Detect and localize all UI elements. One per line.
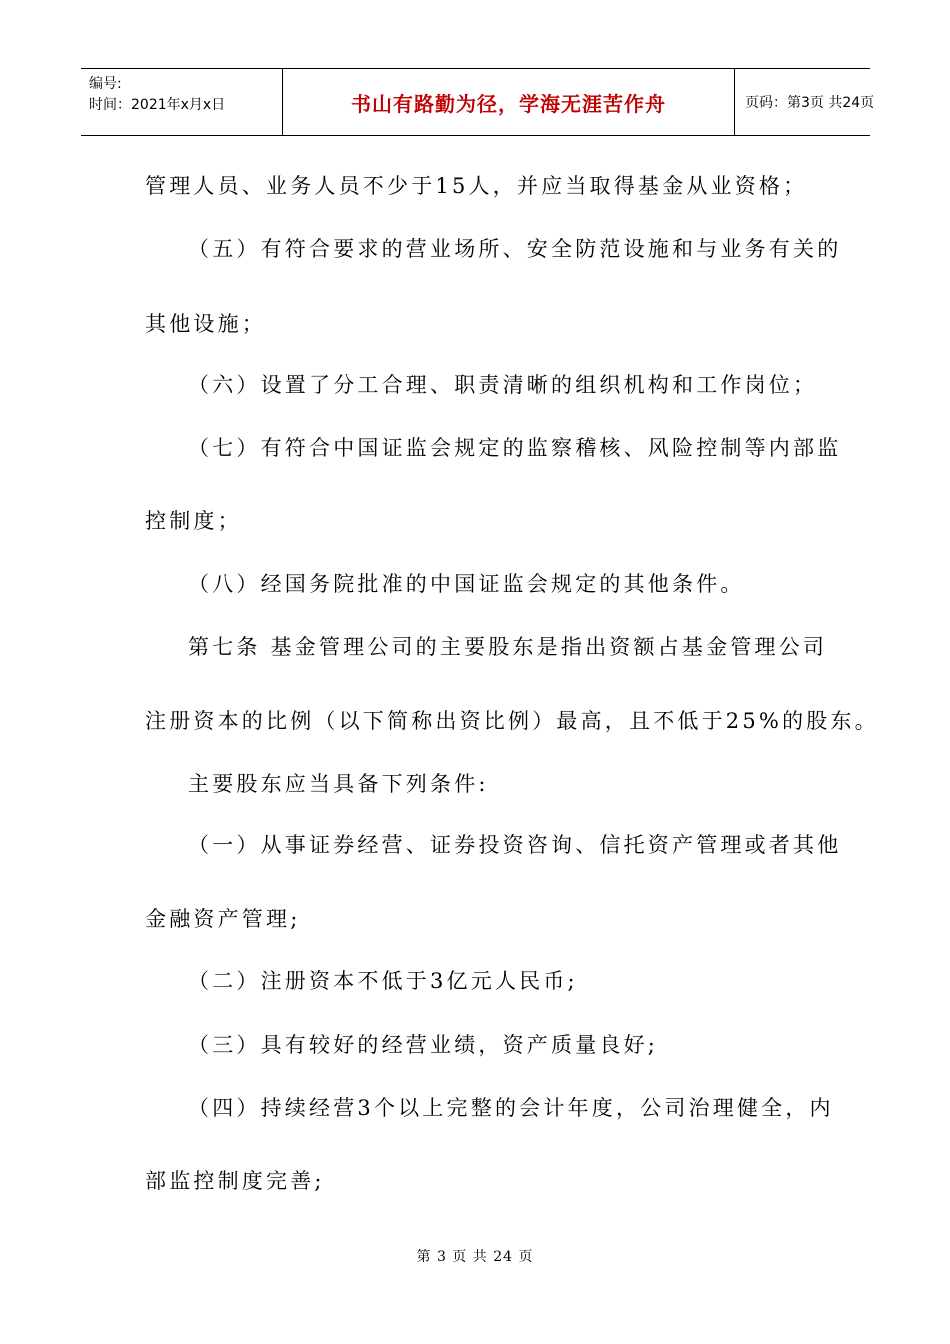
header-info-cell <box>81 69 282 135</box>
document-number-label: 编号: <box>89 76 122 92</box>
body-line: 其他设施； <box>145 312 266 336</box>
body-line: （三）具有较好的经营业绩，资产质量良好; <box>188 1033 659 1057</box>
body-line: （八）经国务院批准的中国证监会规定的其他条件。 <box>188 572 745 596</box>
header-motto: 书山有路勤为径，学海无涯苦作舟 <box>351 91 666 116</box>
document-header <box>81 68 875 136</box>
page-footer: 第 3 页 共 24 页 <box>416 1249 534 1265</box>
body-line: （二）注册资本不低于3亿元人民币; <box>188 969 578 993</box>
body-line: （四）持续经营3个以上完整的会计年度，公司治理健全，内 <box>188 1096 834 1120</box>
body-line: （一）从事证券经营、证券投资咨询、信托资产管理或者其他 <box>188 833 842 857</box>
header-motto-cell <box>282 69 735 135</box>
header-page-cell <box>735 69 875 135</box>
body-line: 主要股东应当具备下列条件: <box>188 772 489 796</box>
body-line: 注册资本的比例（以下简称出资比例）最高，且不低于25%的股东。 <box>145 709 879 733</box>
body-line: （六）设置了分工合理、职责清晰的组织机构和工作岗位； <box>188 373 818 397</box>
body-line: 管理人员、业务人员不少于15人，并应当取得基金从业资格； <box>145 174 808 198</box>
body-line: （五）有符合要求的营业场所、安全防范设施和与业务有关的 <box>188 237 842 261</box>
header-page-info: 页码：第3页 共24页 <box>745 95 875 111</box>
body-line: 部监控制度完善; <box>145 1169 325 1193</box>
body-line: 控制度； <box>145 509 242 533</box>
body-line: （七）有符合中国证监会规定的监察稽核、风险控制等内部监 <box>188 436 842 460</box>
document-time-label: 时间：2021年x月x日 <box>89 97 226 113</box>
body-line: 金融资产管理; <box>145 907 301 931</box>
article-heading: 第七条 基金管理公司的主要股东是指出资额占基金管理公司 <box>188 635 828 659</box>
